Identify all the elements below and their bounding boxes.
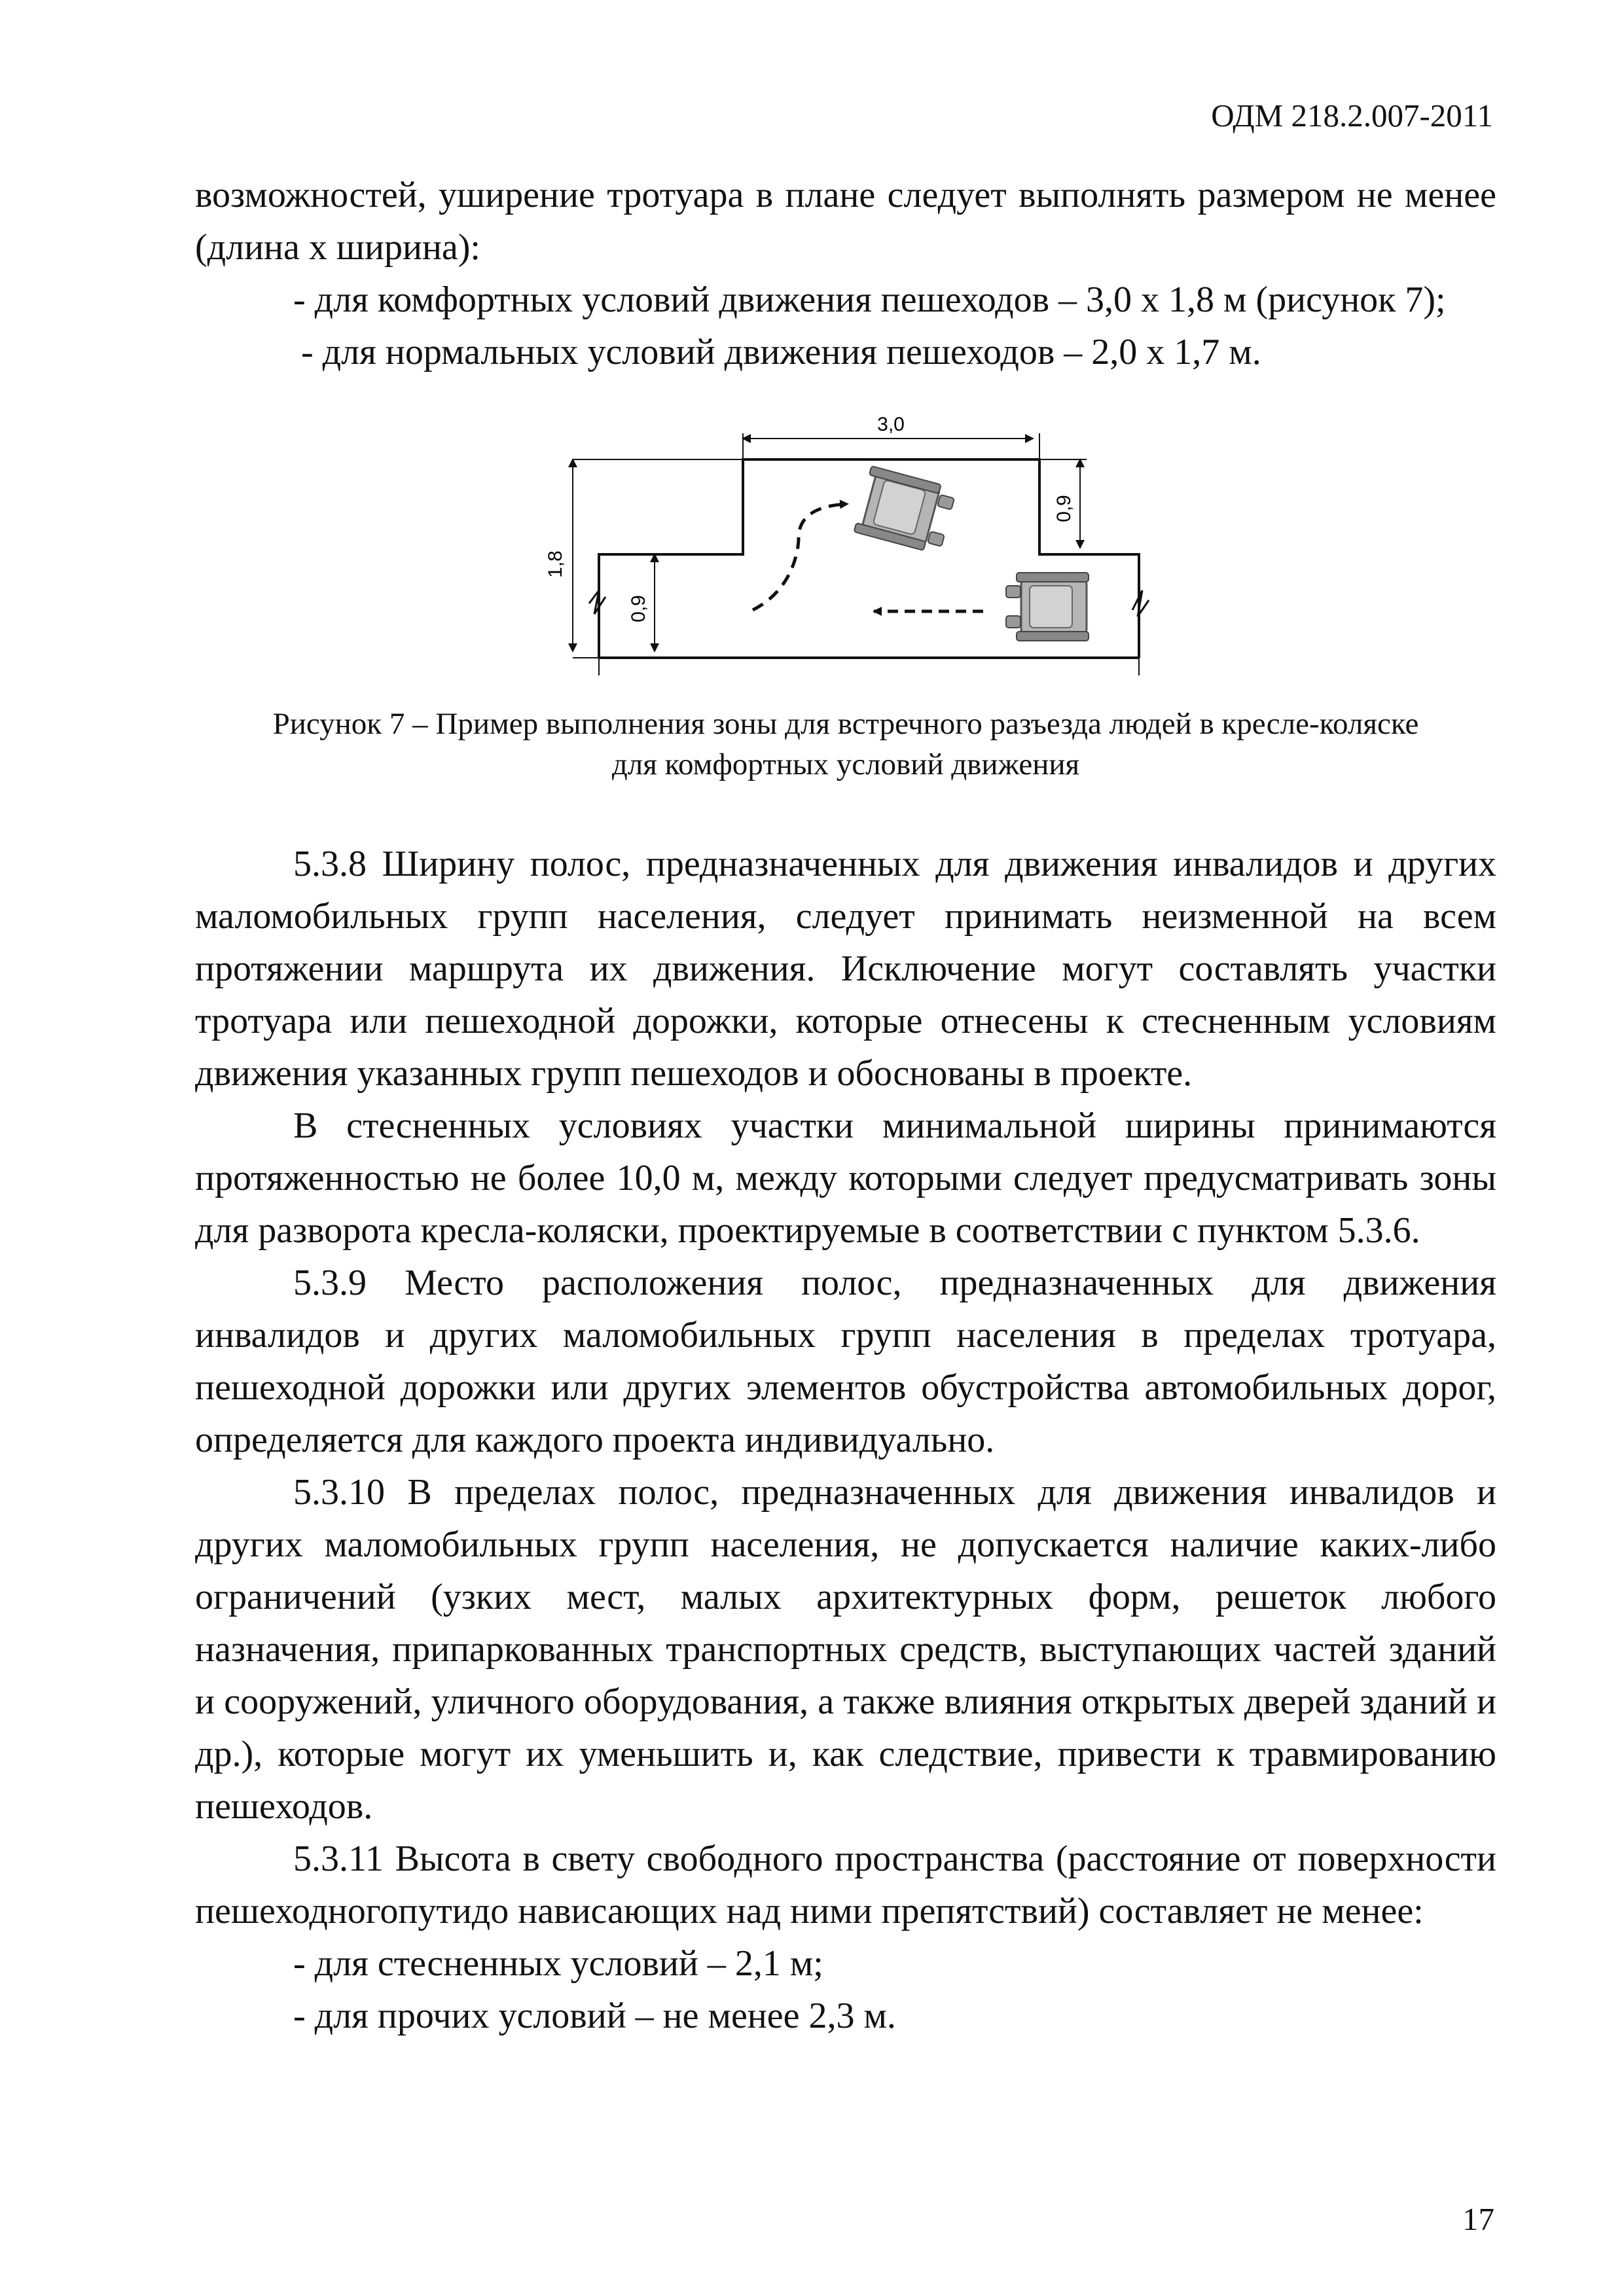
figure-7-diagram [511, 401, 1165, 682]
document-code: ОДМ 218.2.007-2011 [1211, 98, 1493, 134]
figure-caption [195, 704, 1496, 785]
wheelchair-icon [854, 466, 957, 554]
list-item: - для стесненных условий – 2,1 м; [293, 1943, 823, 1984]
break-mark-left [589, 590, 605, 614]
page-number: 17 [1462, 2201, 1494, 2237]
paragraph-5-3-10: 5.3.10 В пределах полос, предназначенных для движения инвалидов и других маломобильных групп населения, не допускается наличие каких-либо ограничений (узких мест, малых архитектурных форм, решеток любого назначения, припаркованных транспортных средств, выступающих частей зданий и сооружений, уличного оборудования, а также влияния открытых дверей зданий и др.), которые могут их уменьшить и, как следствие, привести к травмированию пешеходов. [195, 1472, 1496, 1827]
paragraph-5-3-11: 5.3.11 Высота в свету свободного пространства (расстояние от поверхности пешеходногопутидо нависающих над ними препятствий) составляет не менее: [195, 1839, 1496, 1931]
caption-line: для комфортных условий движения [611, 747, 1080, 781]
passing-zone-diagram [511, 401, 1165, 682]
curved-arrow-icon [753, 504, 848, 610]
list-item: - для нормальных условий движения пешеходов – 2,0 х 1,7 м. [301, 332, 1261, 372]
body-text [195, 838, 1496, 2042]
wheelchair-icon [1006, 573, 1089, 641]
caption-line: Рисунок 7 – Пример выполнения зоны для встречного разъезда людей в кресле-коляске [272, 707, 1419, 741]
break-mark-right [1132, 590, 1149, 617]
list-item: - для прочих условий – не менее 2,3 м. [293, 1996, 896, 2036]
widening-size-list [195, 274, 1496, 378]
dim-base-width-label: 0,9 [628, 595, 649, 622]
paragraph-5-3-9: 5.3.9 Место расположения полос, предназначенных для движения инвалидов и других маломобильных групп населения в пределах тротуара, пешеходной дорожки или других элементов обустройства автомобильных дорог, определяется для каждого проекта индивидуально. [195, 1263, 1496, 1460]
dim-length-label: 3,0 [877, 414, 905, 435]
list-item: - для комфортных условий движения пешеходов – 3,0 х 1,8 м (рисунок 7); [293, 279, 1446, 320]
dim-widening-label: 0,9 [1053, 495, 1075, 522]
intro-paragraph: возможностей, уширение тротуара в плане следует выполнять размером не менее (длина х ширина): [195, 175, 1496, 268]
dim-total-width-label: 1,8 [545, 550, 566, 578]
intro-paragraph-block [195, 169, 1496, 274]
paragraph-5-3-8: 5.3.8 Ширину полос, предназначенных для движения инвалидов и других маломобильных групп населения, следует принимать неизменной на всем протяжении маршрута их движения. Исключение могут составлять участки тротуара или пешеходной дорожки, которые отнесены к стесненным условиям движения указанных групп пешеходов и обоснованы в проекте. [195, 844, 1496, 1094]
paragraph-5-3-8-cont: В стесненных условиях участки минимальной ширины принимаются протяженностью не более 10,0 м, между которыми следует предусматривать зоны для разворота кресла-коляски, проектируемые в соответствии с пунктом 5.3.6. [195, 1105, 1496, 1251]
